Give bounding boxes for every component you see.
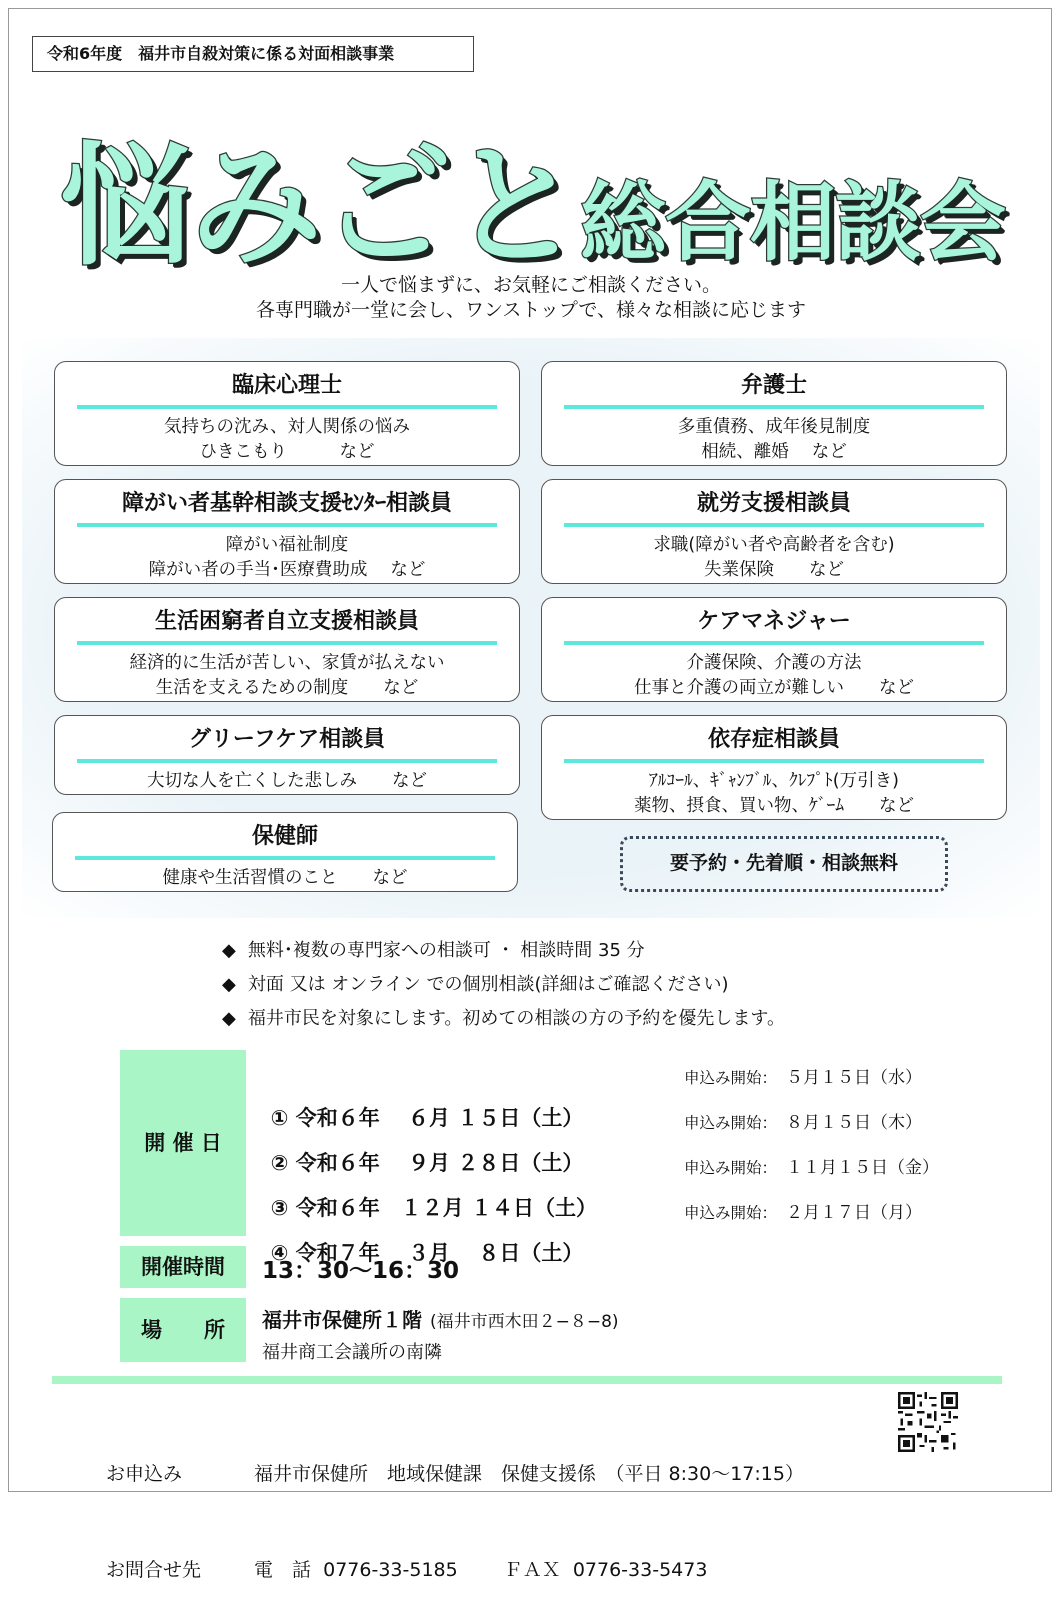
card-title: 生活困窮者自立支援相談員 — [154, 609, 419, 634]
contact-details — [254, 1394, 804, 1618]
place-label: 場 所 — [120, 1298, 246, 1362]
title-main: 悩みごと — [60, 130, 580, 284]
card-line: 障がい福祉制度 — [225, 535, 349, 555]
card-line: 気持ちの沈み、対人関係の悩み — [163, 417, 411, 437]
apply-label: 申込み開始： — [684, 1159, 778, 1177]
card-livelihood-consultant — [54, 597, 520, 702]
card-line: 健康や生活習慣のこと など — [162, 868, 408, 888]
time-label: 開催時間 — [120, 1246, 246, 1288]
card-divider — [564, 405, 984, 409]
card-line: ｱﾙｺｰﾙ、ｷﾞｬﾝﾌﾞﾙ、ｸﾚﾌﾟﾄ(万引き) — [649, 771, 899, 791]
card-employment-support — [541, 479, 1007, 584]
intro-text — [0, 273, 1062, 323]
event-date: ③ 令和６年 １２月 １４日（土） — [270, 1196, 598, 1220]
apply-label: 申込み開始： — [684, 1114, 778, 1132]
project-header: 令和6年度 福井市自殺対策に係る対面相談事業 — [32, 36, 474, 72]
card-line: 障がい者の手当･医療費助成 など — [148, 560, 426, 580]
diamond-icon: ◆ — [222, 974, 236, 995]
contact-office: 福井市保健所 地域保健課 保健支援係 （平日 8:30〜17:15） — [254, 1463, 804, 1485]
event-date: ④ 令和７年 ３月 ８日（土） — [270, 1241, 584, 1265]
card-line: 相続、離婚 など — [701, 442, 847, 462]
card-divider — [77, 759, 497, 763]
bullet-item: ◆ 対面 又は オンライン での個別相談(詳細はご確認ください) — [222, 974, 729, 995]
footer-rule — [52, 1376, 1002, 1384]
phone-label: 電 話 — [254, 1559, 312, 1581]
diamond-icon: ◆ — [222, 1008, 236, 1029]
contact-label-apply: お申込み — [106, 1463, 183, 1485]
fax-label: ＦＡＸ — [503, 1559, 561, 1581]
event-date: ② 令和６年 ９月 ２８日（土） — [270, 1151, 584, 1175]
event-date: ① 令和６年 ６月 １５日（土） — [270, 1106, 584, 1130]
dates-label: 開 催 日 — [120, 1050, 246, 1236]
intro-line: 各専門職が一堂に会し、ワンストップで、様々な相談に応じます — [255, 299, 807, 321]
card-line: 多重債務、成年後見制度 — [677, 417, 871, 437]
bullet-list — [222, 934, 785, 1036]
apply-label: 申込み開始： — [684, 1204, 778, 1222]
place-name-line — [262, 1304, 619, 1333]
card-title: ケアマネジャー — [697, 609, 851, 634]
card-divider — [564, 523, 984, 527]
intro-line: 一人で悩まずに、お気軽にご相談ください。 — [340, 274, 721, 296]
card-title: 障がい者基幹相談支援ｾﾝﾀｰ相談員 — [121, 491, 452, 516]
event-time: 13：30〜16：30 — [262, 1258, 460, 1284]
contact-labels — [106, 1394, 201, 1618]
card-clinical-psychologist — [54, 361, 520, 466]
card-grief-care — [54, 715, 520, 795]
apply-date: １１月１５日（金） — [786, 1158, 939, 1178]
card-public-health-nurse — [52, 812, 518, 892]
card-title: 臨床心理士 — [231, 373, 342, 398]
phone-number[interactable]: 0776-33-5185 — [323, 1559, 458, 1581]
card-disability-consultant — [54, 479, 520, 584]
card-care-manager — [541, 597, 1007, 702]
card-title: グリーフケア相談員 — [188, 727, 386, 752]
card-divider — [564, 759, 984, 763]
card-divider — [75, 856, 495, 860]
place-note: 福井商工会議所の南隣 — [262, 1342, 442, 1363]
card-line: 経済的に生活が苦しい、家賃が払えない — [129, 653, 445, 673]
card-line: 仕事と介護の両立が難しい など — [634, 678, 914, 698]
apply-date: ５月１５日（水） — [786, 1068, 922, 1088]
place-name: 福井市保健所１階 — [262, 1308, 422, 1332]
title-sub: 総合相談会 — [580, 173, 1005, 273]
card-line: 失業保険 など — [704, 560, 844, 580]
card-line: 生活を支えるための制度 など — [155, 678, 419, 698]
card-divider — [77, 523, 497, 527]
apply-date: ２月１７日（月） — [786, 1203, 922, 1223]
bullet-item: ◆ 無料･複数の専門家への相談可 ・ 相談時間 35 分 — [222, 940, 645, 961]
card-title: 保健師 — [251, 824, 318, 849]
card-divider — [77, 641, 497, 645]
diamond-icon: ◆ — [222, 940, 236, 961]
contact-label-inquiry: お問合せ先 — [106, 1559, 202, 1581]
qr-code-icon[interactable] — [898, 1392, 958, 1452]
card-addiction-consultant — [541, 715, 1007, 820]
card-line: 薬物、摂食、買い物、ｹﾞｰﾑ など — [634, 796, 914, 816]
main-title — [60, 100, 1020, 284]
date-row-4 — [256, 1193, 1016, 1265]
card-title: 弁護士 — [740, 373, 807, 398]
card-line: 大切な人を亡くした悲しみ など — [147, 771, 427, 791]
card-lawyer — [541, 361, 1007, 466]
card-divider — [564, 641, 984, 645]
place-address: (福井市西木田２−８−8) — [430, 1312, 619, 1332]
apply-date: ８月１５日（木） — [786, 1113, 922, 1133]
bullet-item: ◆ 福井市民を対象にします。初めての相談の方の予約を優先します。 — [222, 1008, 785, 1029]
card-divider — [77, 405, 497, 409]
fax-number: 0776-33-5473 — [572, 1559, 708, 1581]
apply-label: 申込み開始： — [684, 1069, 778, 1087]
reservation-note: 要予約・先着順・相談無料 — [620, 836, 948, 892]
card-line: 介護保険、介護の方法 — [686, 653, 862, 673]
contact-phone-line — [254, 1554, 804, 1586]
card-line: ひきこもり など — [199, 442, 375, 462]
card-title: 依存症相談員 — [707, 727, 840, 752]
card-title: 就労支援相談員 — [696, 491, 851, 516]
card-line: 求職(障がい者や高齢者を含む) — [653, 535, 895, 555]
